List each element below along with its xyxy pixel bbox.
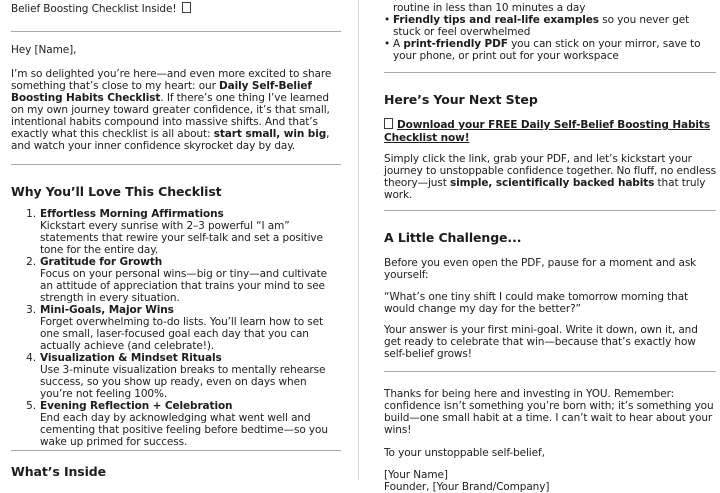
bullet-rest: so you never get stuck or feel overwhelmed [393, 14, 690, 38]
intro-text: I’m so delighted you’re here—and even more excited to share something that’s close to my heart: our [11, 68, 332, 92]
bullet-pre: A [393, 38, 404, 50]
horizontal-rule [384, 72, 716, 73]
intro-text: , and watch your inner confidence skyrocket day by day. [11, 128, 330, 152]
closing-thanks: Thanks for being here and investing in YOU. Remember: confidence isn’t something you’re born with; it’s something you build—one small habit at a time. I can’t wait to hear about your wins! [384, 388, 714, 436]
horizontal-rule [11, 164, 341, 165]
item-body: End each day by acknowledging what went well and cementing that positive feeling before bedtime—so you wake up primed for success. [40, 412, 328, 448]
carryover-text: routine in less than 10 minutes a day [393, 2, 586, 14]
intro-paragraph [11, 68, 341, 152]
challenge-quote: “What’s one tiny shift I could make tomorrow morning that would change my day for the better?” [384, 291, 689, 315]
next-step-heading: Here’s Your Next Step [384, 92, 538, 107]
preheader-line [11, 2, 341, 15]
item-title: Evening Reflection + Celebration [40, 400, 233, 412]
bullet-icon: • [384, 38, 391, 50]
bullet-bold: print-friendly PDF [403, 38, 508, 50]
checklist-item [11, 208, 341, 256]
download-link-line [384, 118, 716, 145]
item-number: 5. [26, 400, 36, 412]
list-item [384, 14, 716, 38]
bullet-text [393, 38, 716, 62]
list-item-continuation [384, 2, 716, 14]
challenge-followup: Your answer is your first mini-goal. Write it down, own it, and get ready to celebrate that win—because that’s exactly how self-belief grows! [384, 324, 698, 360]
greeting: Hey [Name], [11, 44, 77, 56]
next-step-text: that truly work. [384, 177, 706, 201]
item-number: 1. [26, 208, 36, 220]
item-content [40, 400, 341, 448]
checklist-item [11, 304, 341, 352]
item-title: Visualization & Mindset Rituals [40, 352, 222, 364]
challenge-prompt: Before you even open the PDF, pause for a moment and ask yourself: [384, 257, 697, 281]
item-body: Use 3-minute visualization breaks to mentally rehearse success, so you show up ready, even on days when you’re not feeling 100%. [40, 364, 326, 400]
horizontal-rule [11, 450, 341, 451]
horizontal-rule [384, 371, 716, 372]
download-link[interactable]: Download your FREE Daily Self-Belief Boosting Habits Checklist now! [384, 119, 710, 144]
item-title: Mini-Goals, Major Wins [40, 304, 174, 316]
bullet-rest: you can stick on your mirror, save to your phone, or print out for your workspace [393, 38, 701, 62]
checklist-item [11, 256, 341, 304]
clipboard-emoji-icon [182, 2, 191, 13]
item-body: Focus on your personal wins—big or tiny—and cultivate an attitude of appreciation that trains your mind to see strength in every situation. [40, 268, 327, 304]
item-content [40, 208, 341, 256]
item-content [40, 256, 341, 304]
bullet-bold: Friendly tips and real-life examples [393, 14, 599, 26]
benefits-list [384, 2, 716, 62]
checklist-item [11, 400, 341, 448]
checklist-item [11, 352, 341, 400]
checklist [11, 208, 341, 448]
item-body: Forget overwhelming to-do lists. You’ll learn how to set one small, laser-focused goal each day that you can actually achieve (and celebrate!). [40, 316, 324, 352]
column-divider [358, 0, 359, 480]
item-content [40, 352, 341, 400]
item-number: 2. [26, 256, 36, 268]
next-step-text: Simply click the link, grab your PDF, and let’s kickstart your journey to unstoppable confidence together. No fluff, no endless theory—just [384, 153, 716, 189]
left-column [11, 0, 341, 479]
item-number: 3. [26, 304, 36, 316]
item-number: 4. [26, 352, 36, 364]
signature-name: [Your Name] [384, 469, 448, 481]
item-title: Effortless Morning Affirmations [40, 208, 224, 220]
bullet-icon: • [384, 14, 391, 26]
why-heading: Why You’ll Love This Checklist [11, 184, 222, 199]
closing-signoff: To your unstoppable self-belief, [384, 447, 545, 459]
intro-text: . If there’s one thing I’ve learned on my own journey toward greater confidence, it’s that small, intentional habits compound into massive shifts. And that’s exactly what this checklist is all about: [11, 92, 330, 140]
next-step-paragraph [384, 153, 716, 201]
next-step-bold: simple, scientifically backed habits [449, 177, 655, 189]
list-item [384, 38, 716, 62]
checklist-name-bold: Daily Self-Belief Boosting Habits Checklist [11, 80, 312, 104]
item-title: Gratitude for Growth [40, 256, 163, 268]
right-column [384, 0, 716, 493]
item-content [40, 304, 341, 352]
signature-block [384, 469, 716, 493]
inbox-emoji-icon [384, 118, 393, 129]
preheader-text: Belief Boosting Checklist Inside! [11, 3, 177, 15]
horizontal-rule [11, 31, 341, 32]
whats-inside-heading: What’s Inside [11, 464, 107, 479]
start-small-bold: start small, win big [213, 128, 327, 140]
bullet-text [393, 14, 716, 38]
signature-title: Founder, [Your Brand/Company] [384, 481, 550, 493]
bullet-spacer [384, 2, 393, 14]
horizontal-rule [384, 210, 716, 211]
challenge-heading: A Little Challenge... [384, 230, 522, 245]
item-body: Kickstart every sunrise with 2–3 powerful “I am” statements that rewire your self-talk and set a positive tone for the entire day. [40, 220, 323, 256]
